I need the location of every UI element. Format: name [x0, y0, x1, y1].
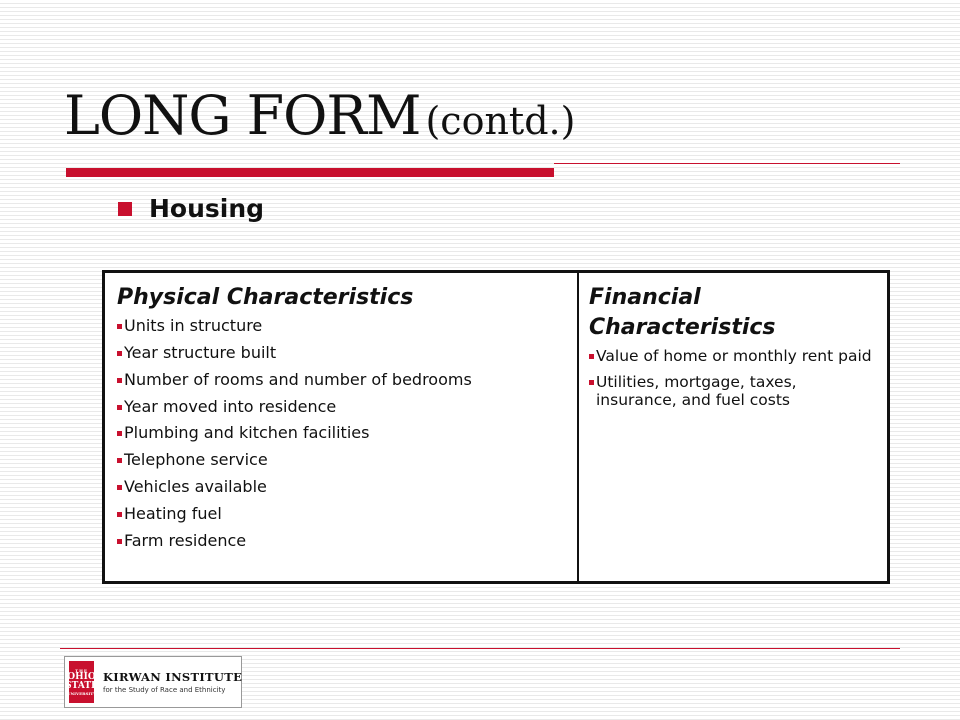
seal-text-state: STATE [65, 680, 98, 691]
list-item-text: Value of home or monthly rent paid [596, 346, 872, 365]
square-bullet-icon [117, 378, 122, 383]
list-item-text: Number of rooms and number of bedrooms [124, 369, 472, 389]
logo-text [103, 670, 242, 694]
square-bullet-icon [117, 324, 122, 329]
footer-divider [60, 648, 900, 649]
slide-title-sub: (contd.) [425, 99, 576, 143]
housing-bullet [118, 194, 264, 223]
ohio-state-seal-icon [65, 661, 98, 703]
housing-label: Housing [149, 194, 265, 223]
list-item-text: Telephone service [124, 450, 268, 470]
financial-column [579, 273, 887, 581]
list-item-text: Units in structure [124, 315, 263, 335]
kirwan-institute-logo [64, 656, 242, 708]
square-bullet-icon [118, 202, 132, 216]
list-item-text: Year structure built [124, 342, 277, 362]
title-underline-thin [554, 163, 900, 164]
list-item [589, 373, 875, 410]
square-bullet-icon [589, 380, 594, 385]
list-item [117, 371, 565, 390]
list-item-text: Year moved into residence [124, 396, 337, 416]
financial-heading: Financial Characteristics [589, 285, 776, 340]
physical-heading: Physical Characteristics [117, 285, 414, 310]
seal-text-ohio: OHIO [67, 671, 96, 682]
physical-column [105, 273, 579, 581]
list-item-text: Heating fuel [124, 504, 222, 524]
list-item [117, 344, 565, 363]
list-item [117, 317, 565, 336]
square-bullet-icon [117, 431, 122, 436]
list-item-text: Vehicles available [124, 477, 267, 497]
slide-title-main: LONG FORM [64, 84, 421, 147]
list-item [117, 478, 565, 497]
list-item-text: Utilities, mortgage, taxes, insurance, and fuel costs [596, 373, 797, 410]
square-bullet-icon [117, 405, 122, 410]
list-item [117, 398, 565, 417]
characteristics-table [102, 270, 890, 584]
square-bullet-icon [589, 354, 594, 359]
seal-text-top: THE [75, 667, 88, 673]
title-underline-thick [66, 168, 554, 177]
square-bullet-icon [117, 485, 122, 490]
slide-title [64, 84, 575, 147]
square-bullet-icon [117, 539, 122, 544]
list-item [117, 424, 565, 443]
square-bullet-icon [117, 458, 122, 463]
square-bullet-icon [117, 351, 122, 356]
list-item [117, 451, 565, 470]
square-bullet-icon [117, 512, 122, 517]
list-item-text: Farm residence [124, 530, 247, 550]
logo-name: KIRWAN INSTITUTE [103, 670, 243, 684]
list-item [589, 347, 875, 365]
list-item [117, 505, 565, 524]
seal-text-university: UNIVERSITY [66, 690, 97, 696]
list-item-text: Plumbing and kitchen facilities [124, 423, 370, 443]
list-item [117, 532, 565, 551]
logo-tagline: for the Study of Race and Ethnicity [103, 686, 226, 694]
